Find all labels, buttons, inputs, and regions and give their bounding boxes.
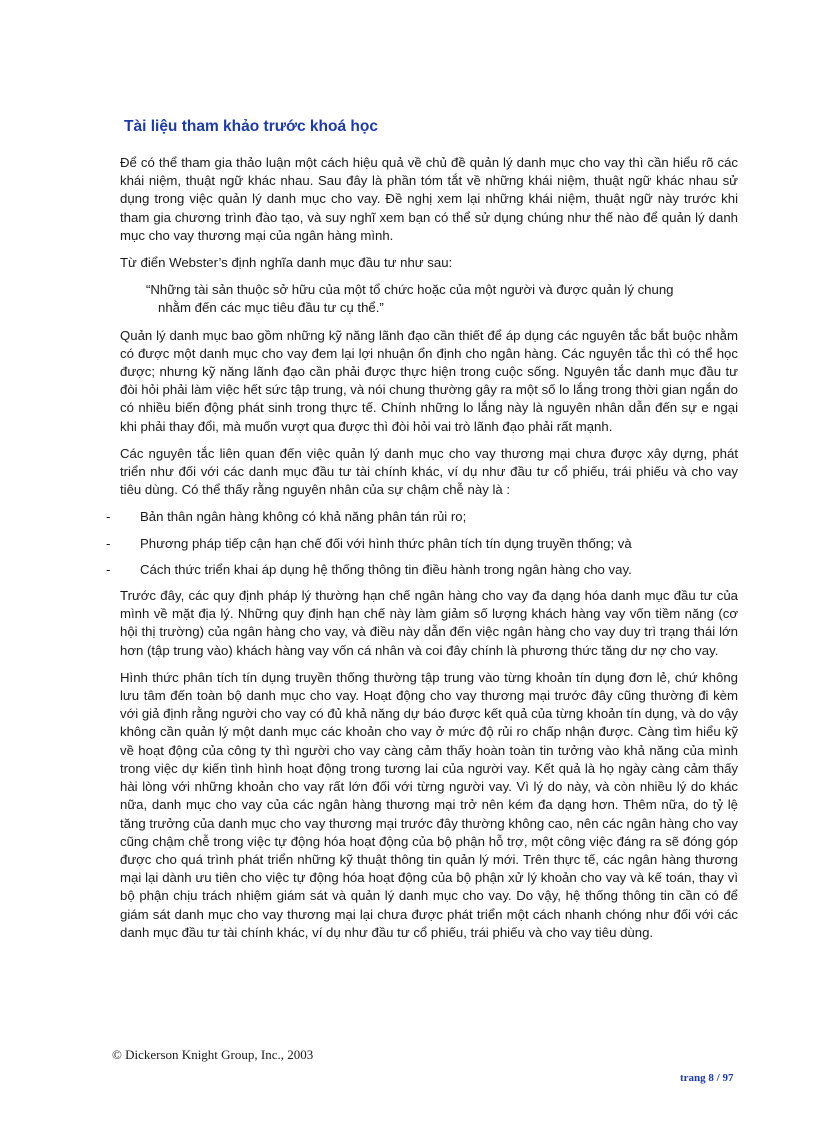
list-item-text: Cách thức triển khai áp dụng hệ thống thông tin điều hành trong ngân hàng cho vay. xyxy=(140,561,632,577)
section-heading: Tài liệu tham khảo trước khoá học xyxy=(124,118,378,135)
paragraph-intro: Để có thể tham gia thảo luận một cách hiệu quả về chủ đề quản lý danh mục cho vay thì cần hiểu rõ các khái niệm, thuật ngữ khác nhau. Sau đây là phần tóm tắt về những khái niệm, thuật ngữ khác nhau sử dụng trong việc quản lý danh mục cho vay. Đề nghị xem lại những khái niệm, thuật ngữ này trước khi tham gia chương trình đào tạo, và suy nghĩ xem bạn có thể sử dụng chúng như thế nào để quản lý danh mục cho vay thương mại của ngân hàng mình. xyxy=(120,155,738,243)
reasons-list xyxy=(106,508,738,579)
quote-line-1: “Những tài sản thuộc sở hữu của một tổ chức hoặc của một người và được quản lý chung xyxy=(146,282,674,298)
list-item-text: Bản thân ngân hàng không có khả năng phân tán rủi ro; xyxy=(140,509,467,525)
paragraph-webster: Từ điển Webster’s định nghĩa danh mục đầu tư như sau: xyxy=(120,255,453,271)
quote-line-2: nhằm đến các mục tiêu đầu tư cụ thể.” xyxy=(158,300,384,316)
paragraph-principles: Các nguyên tắc liên quan đến việc quản lý danh mục cho vay thương mại chưa được xây dựng, phát triển như đối với các danh mục đầu tư tài chính khác, ví dụ như đầu tư cổ phiếu, trái phiếu và cho vay tiêu dùng. Có thể thấy rằng nguyên nhân của sự chậm chễ này là : xyxy=(120,445,738,498)
list-item xyxy=(106,561,738,579)
list-dash: - xyxy=(106,509,111,525)
paragraph-credit-analysis: Hình thức phân tích tín dụng truyền thống thường tập trung vào từng khoản tín dụng đơn lẻ, chứ không lưu tâm đến toàn bộ danh mục cho vay. Hoạt động cho vay thương mại trước đây cũng thường đi kèm với giả định rằng người cho vay có đủ khả năng dự báo được kết quả của từng khoản tín dụng, và do vậy không cần quản lý một danh mục các khoản cho vay ở mức độ rủi ro chấp nhận được. Càng tìm hiểu kỹ về hoạt động của công ty thì người cho vay càng cảm thấy hoàn toàn tin tưởng vào khả năng của mình trong việc dự kiến tình hình hoạt động trong tương lai của người vay. Kết quả là họ ngày càng cảm thấy hài lòng với những khoản cho vay rất lớn đối với từng người vay. Vì lý do này, và còn nhiều lý do khác nữa, danh mục cho vay của các ngân hàng thương mại trở nên kém đa dạng hơn. Thêm nữa, do tỷ lệ tăng trưởng của danh mục cho vay thương mại trước đây thường không cao, nên các ngân hàng cho vay cũng chậm chễ trong việc tự động hóa hoạt động của bộ phận hỗ trợ, một công việc đáng ra sẽ đóng góp được cho quá trình phát triển những kỹ thuật thông tin quản lý mới. Trên thực tế, các ngân hàng thương mại lại dành ưu tiên cho việc tự động hóa hoạt động của bộ phận xử lý khoản cho vay và kế toán, thay vì bộ phận chịu trách nhiệm giám sát và quản lý danh mục cho vay. Do vậy, hệ thống thông tin cần có để giám sát danh mục cho vay thương mại lại chưa được phát triển một cách nhanh chóng như đối với các danh mục đầu tư tài chính khác, ví dụ như đầu tư cổ phiếu, trái phiếu và cho vay tiêu dùng. xyxy=(120,669,738,940)
paragraph-portfolio-management: Quản lý danh mục bao gồm những kỹ năng lãnh đạo cần thiết để áp dụng các nguyên tắc bắt buộc nhằm có được một danh mục cho vay đem lại lợi nhuận ổn định cho ngân hàng. Các nguyên tắc thì có thể học được; nhưng kỹ năng lãnh đạo cần phải được thực hiện trong cuộc sống. Nguyên tắc danh mục đầu tư đòi hỏi phải làm việc hết sức tập trung, và nói chung thường gây ra một số lo lắng trong thời gian ngắn do có nhiều biến động phát sinh trong thực tế. Chính những lo lắng này là nguyên nhân dẫn đến sự e ngại khi phải thay đổi, mà muốn vượt qua được thì đòi hỏi vai trò lãnh đạo phải rất mạnh. xyxy=(120,327,738,434)
list-dash: - xyxy=(106,561,111,577)
paragraph-regulations: Trước đây, các quy định pháp lý thường hạn chế ngân hàng cho vay đa dạng hóa danh mục đầu tư của mình về mặt địa lý. Những quy định hạn chế này làm giảm số lượng khách hàng vay vốn tiềm năng (cơ hội thị trường) của ngân hàng cho vay, và điều này dẫn đến việc ngân hàng cho vay duy trì trạng thái lớn hơn (tập trung vào) khách hàng vay vốn cá nhân và coi đây chính là phương thức tăng dư nợ cho vay. xyxy=(120,588,738,658)
list-item xyxy=(106,508,738,526)
definition-quote xyxy=(120,281,738,317)
list-item xyxy=(106,535,738,553)
copyright-footer: © Dickerson Knight Group, Inc., 2003 xyxy=(112,1047,314,1062)
document-body xyxy=(106,154,738,951)
list-dash: - xyxy=(106,535,111,551)
list-item-text: Phương pháp tiếp cận hạn chế đối với hình thức phân tích tín dụng truyền thống; và xyxy=(140,535,632,551)
page-number: trang 8 / 97 xyxy=(680,1072,734,1084)
